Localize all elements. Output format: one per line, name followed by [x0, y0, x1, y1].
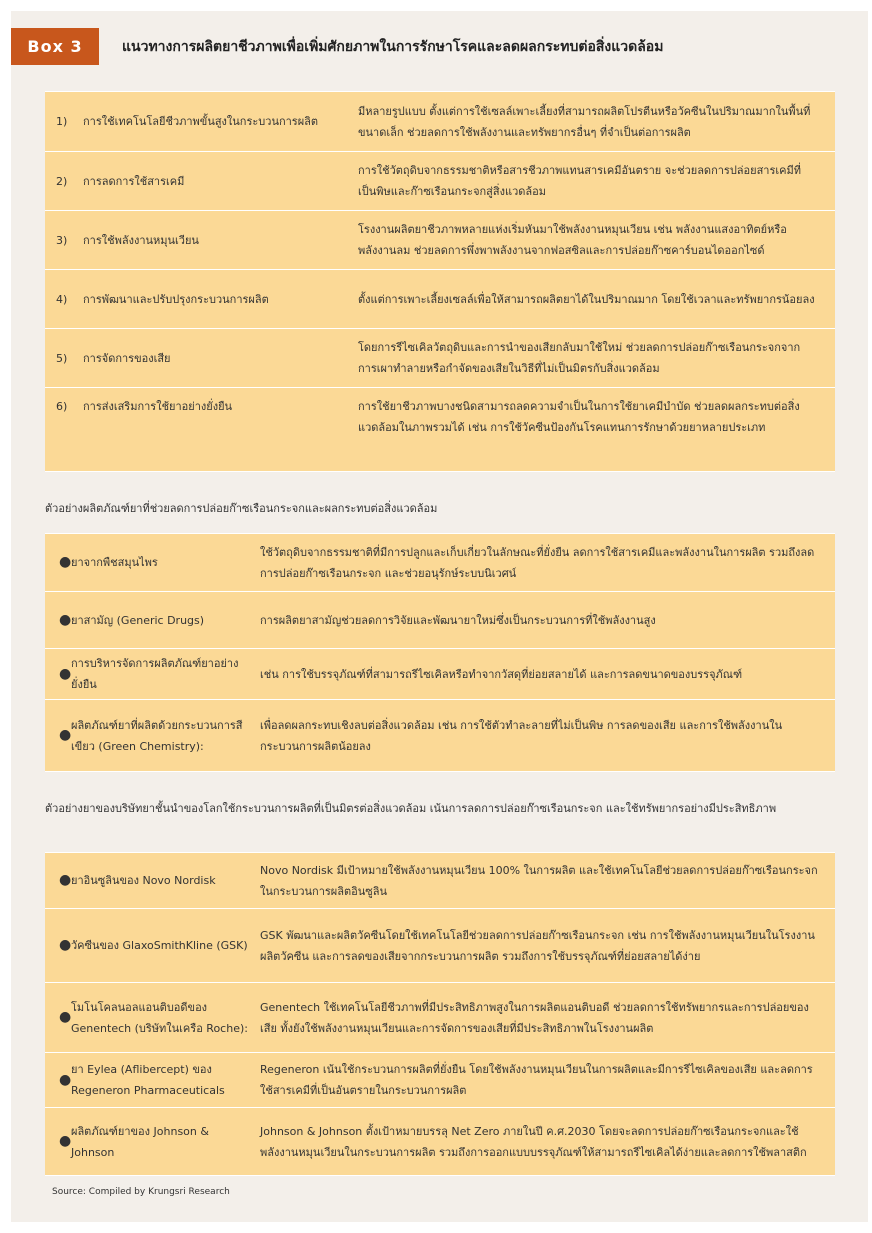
bullet-icon: ●: [45, 853, 71, 909]
row-number: 6): [45, 388, 83, 472]
table-row: [45, 700, 835, 772]
approach-name: การลดการใช้สารเคมี: [83, 152, 358, 211]
products-intro: ตัวอย่างผลิตภัณฑ์ยาที่ช่วยลดการปล่อยก๊าซเรือนกระจกและผลกระทบต่อสิ่งแวดล้อม: [45, 502, 438, 515]
row-number: 5): [45, 329, 83, 388]
bullet-icon: ●: [45, 700, 71, 772]
table-row: [45, 92, 835, 152]
companies-intro: ตัวอย่างยาของบริษัทยาชั้นนำของโลกใช้กระบวนการผลิตที่เป็นมิตรต่อสิ่งแวดล้อม เน้นการลดการปล่อยก๊าซเรือนกระจก และใช้ทรัพยากรอย่างมีประสิทธิภาพ: [45, 802, 777, 815]
table-row: [45, 534, 835, 592]
approach-description: การใช้ยาชีวภาพบางชนิดสามารถลดความจำเป็นในการใช้ยาเคมีบำบัด ช่วยลดผลกระทบต่อสิ่งแวดล้อมในภาพรวมได้ เช่น การใช้วัคซีนป้องกันโรคแทนการรักษาด้วยยาหลายประเภท: [358, 388, 835, 472]
approach-name: การใช้พลังงานหมุนเวียน: [83, 211, 358, 270]
table-row: [45, 983, 835, 1053]
approach-name: การส่งเสริมการใช้ยาอย่างยั่งยืน: [83, 388, 358, 472]
approach-name: การจัดการของเสีย: [83, 329, 358, 388]
company-product-name: โมโนโคลนอลแอนติบอดีของ Genentech (บริษัทในเครือ Roche):: [71, 983, 260, 1053]
table-row: [45, 909, 835, 983]
product-description: ใช้วัตถุดิบจากธรรมชาติที่มีการปลูกและเก็บเกี่ยวในลักษณะที่ยั่งยืน ลดการใช้สารเคมีและพลังงานในการผลิต รวมถึงลดการปล่อยก๊าซเรือนกระจก และช่วยอนุรักษ์ระบบนิเวศน์: [260, 534, 835, 592]
bullet-icon: ●: [45, 534, 71, 592]
company-product-description: Genentech ใช้เทคโนโลยีชีวภาพที่มีประสิทธิภาพสูงในการผลิตแอนติบอดี ช่วยลดการใช้ทรัพยากรและการปล่อยของเสีย ทั้งยังใช้พลังงานหมุนเวียนและการจัดการของเสียที่มีประสิทธิภาพในโรงงานผลิต: [260, 983, 835, 1053]
product-description: การผลิตยาสามัญช่วยลดการวิจัยและพัฒนายาใหม่ซึ่งเป็นกระบวนการที่ใช้พลังงานสูง: [260, 592, 835, 649]
bullet-icon: ●: [45, 1053, 71, 1108]
product-description: เพื่อลดผลกระทบเชิงลบต่อสิ่งแวดล้อม เช่น การใช้ตัวทำละลายที่ไม่เป็นพิษ การลดของเสีย และการใช้พลังงานในกระบวนการผลิตน้อยลง: [260, 700, 835, 772]
approach-description: มีหลายรูปแบบ ตั้งแต่การใช้เซลล์เพาะเลี้ยงที่สามารถผลิตโปรตีนหรือวัคซีนในปริมาณมากในพื้นที่ขนาดเล็ก ช่วยลดการใช้พลังงานและทรัพยากรอื่นๆ ที่จำเป็นต่อการผลิต: [358, 92, 835, 152]
row-number: 1): [45, 92, 83, 152]
table-row: [45, 592, 835, 649]
company-product-name: ยาอินซูลินของ Novo Nordisk: [71, 853, 260, 909]
bullet-icon: ●: [45, 909, 71, 983]
companies-table: [45, 852, 835, 1176]
company-product-description: Regeneron เน้นใช้กระบวนการผลิตที่ยั่งยืน โดยใช้พลังงานหมุนเวียนในการผลิตและมีการรีไซเคิลของเสีย และลดการใช้สารเคมีที่เป็นอันตรายในกระบวนการผลิต: [260, 1053, 835, 1108]
products-table: [45, 533, 835, 772]
row-number: 4): [45, 270, 83, 329]
approach-description: การใช้วัตถุดิบจากธรรมชาติหรือสารชีวภาพแทนสารเคมีอันตราย จะช่วยลดการปล่อยสารเคมีที่เป็นพิษและก๊าซเรือนกระจกสู่สิ่งแวดล้อม: [358, 152, 835, 211]
table-row: [45, 211, 835, 270]
approach-description: โรงงานผลิตยาชีวภาพหลายแห่งเริ่มหันมาใช้พลังงานหมุนเวียน เช่น พลังงานแสงอาทิตย์หรือพลังงานลม ช่วยลดการพึ่งพาพลังงานจากฟอสซิลและการปล่อยก๊าซคาร์บอนไดออกไซด์: [358, 211, 835, 270]
table-row: [45, 1053, 835, 1108]
approach-name: การใช้เทคโนโลยีชีวภาพขั้นสูงในกระบวนการผลิต: [83, 92, 358, 152]
company-product-name: ยา Eylea (Aflibercept) ของ Regeneron Pharmaceuticals: [71, 1053, 260, 1108]
company-product-description: Johnson & Johnson ตั้งเป้าหมายบรรลุ Net Zero ภายในปี ค.ศ.2030 โดยจะลดการปล่อยก๊าซเรือนกระจกและใช้พลังงานหมุนเวียนในกระบวนการผลิต รวมถึงการออกแบบบรรจุภัณฑ์ให้สามารถรีไซเคิลได้ง่ายและลดการใช้พลาสติก: [260, 1108, 835, 1176]
source-note: Source: Compiled by Krungsri Research: [52, 1187, 230, 1197]
bullet-icon: ●: [45, 1108, 71, 1176]
table-row: [45, 152, 835, 211]
box-label: Box 3: [11, 28, 99, 65]
bullet-icon: ●: [45, 649, 71, 700]
product-description: เช่น การใช้บรรจุภัณฑ์ที่สามารถรีไซเคิลหรือทำจากวัสดุที่ย่อยสลายได้ และการลดขนาดของบรรจุภัณฑ์: [260, 649, 835, 700]
row-number: 2): [45, 152, 83, 211]
row-number: 3): [45, 211, 83, 270]
company-product-description: Novo Nordisk มีเป้าหมายใช้พลังงานหมุนเวียน 100% ในการผลิต และใช้เทคโนโลยีช่วยลดการปล่อยก๊าซเรือนกระจกในกระบวนการผลิตอินซูลิน: [260, 853, 835, 909]
approach-description: โดยการรีไซเคิลวัตถุดิบและการนำของเสียกลับมาใช้ใหม่ ช่วยลดการปล่อยก๊าซเรือนกระจกจากการเผาทำลายหรือกำจัดของเสียในวิธีที่ไม่เป็นมิตรกับสิ่งแวดล้อม: [358, 329, 835, 388]
bullet-icon: ●: [45, 983, 71, 1053]
box-title: แนวทางการผลิตยาชีวภาพเพื่อเพิ่มศักยภาพในการรักษาโรคและลดผลกระทบต่อสิ่งแวดล้อม: [122, 39, 664, 55]
company-product-name: ผลิตภัณฑ์ยาของ Johnson & Johnson: [71, 1108, 260, 1176]
company-product-description: GSK พัฒนาและผลิตวัคซีนโดยใช้เทคโนโลยีช่วยลดการปล่อยก๊าซเรือนกระจก เช่น การใช้พลังงานหมุนเวียนในโรงงานผลิตวัคซีน และการลดของเสียจากกระบวนการผลิต รวมถึงการใช้บรรจุภัณฑ์ที่ย่อยสลายได้ง่าย: [260, 909, 835, 983]
table-row: [45, 649, 835, 700]
product-name: การบริหารจัดการผลิตภัณฑ์ยาอย่างยั่งยืน: [71, 649, 260, 700]
table-row: [45, 388, 835, 472]
bullet-icon: ●: [45, 592, 71, 649]
product-name: ยาจากพืชสมุนไพร: [71, 534, 260, 592]
product-name: ผลิตภัณฑ์ยาที่ผลิตด้วยกระบวนการสีเขียว (Green Chemistry):: [71, 700, 260, 772]
product-name: ยาสามัญ (Generic Drugs): [71, 592, 260, 649]
approach-description: ตั้งแต่การเพาะเลี้ยงเซลล์เพื่อให้สามารถผลิตยาได้ในปริมาณมาก โดยใช้เวลาและทรัพยากรน้อยลง: [358, 270, 835, 329]
table-row: [45, 1108, 835, 1176]
approaches-table: [45, 91, 835, 472]
table-row: [45, 853, 835, 909]
approach-name: การพัฒนาและปรับปรุงกระบวนการผลิต: [83, 270, 358, 329]
table-row: [45, 270, 835, 329]
table-row: [45, 329, 835, 388]
company-product-name: วัคซีนของ GlaxoSmithKline (GSK): [71, 909, 260, 983]
